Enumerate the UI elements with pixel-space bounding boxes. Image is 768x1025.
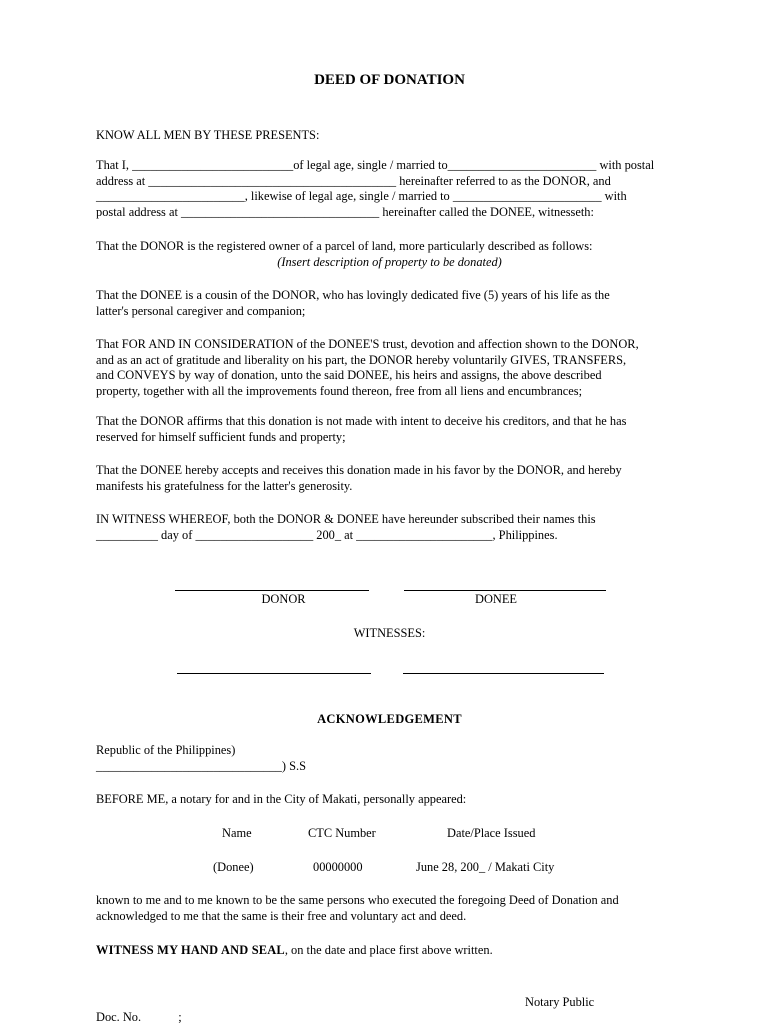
owner-clause: That the DONOR is the registered owner of a parcel of land, more particularly described as follows: <box>96 239 593 253</box>
consideration-paragraph <box>96 337 686 399</box>
table-cell-ctc: 00000000 <box>313 860 363 874</box>
witnesses-label: WITNESSES: <box>353 626 426 640</box>
cousin-line: latter's personal caregiver and companion; <box>96 303 306 318</box>
witness-hand-line <box>96 943 493 958</box>
table-header-ctc: CTC Number <box>308 826 376 840</box>
witness-line: IN WITNESS WHEREOF, both the DONOR & DONEE have hereunder subscribed their names this <box>96 512 596 526</box>
table-header-name: Name <box>222 826 252 840</box>
parties-line: ________________________, likewise of legal age, single / married to ________________________ with <box>96 189 627 203</box>
venue-line: Republic of the Philippines) <box>96 743 236 757</box>
donee-label: DONEE <box>475 592 517 606</box>
witness-hand-rest: , on the date and place first above written. <box>284 943 493 957</box>
table-header-date-place: Date/Place Issued <box>447 826 536 840</box>
table-cell-name: (Donee) <box>213 860 254 874</box>
opening-line: KNOW ALL MEN BY THESE PRESENTS: <box>96 128 320 142</box>
witness-2-signature-line <box>403 673 604 674</box>
cousin-line: That the DONEE is a cousin of the DONOR, who has lovingly dedicated five (5) years of his life as the <box>96 288 610 302</box>
parties-line: postal address at ________________________________ hereinafter called the DONEE, witnesseth: <box>96 204 594 219</box>
accept-line: That the DONEE hereby accepts and receives this donation made in his favor by the DONOR, and hereby <box>96 463 622 477</box>
table-cell-date-place: June 28, 200_ / Makati City <box>416 860 555 874</box>
acknowledgement-heading: ACKNOWLEDGEMENT <box>317 712 462 726</box>
parties-line: That I, __________________________of legal age, single / married to________________________ with postal <box>96 158 655 172</box>
consideration-line: That FOR AND IN CONSIDERATION of the DONEE'S trust, devotion and affection shown to the DONOR, <box>96 337 639 351</box>
witness-hand-bold: WITNESS MY HAND AND SEAL <box>96 943 285 957</box>
property-note <box>0 255 768 270</box>
known-line: acknowledged to me that the same is their free and voluntary act and deed. <box>96 908 467 923</box>
cousin-paragraph <box>96 288 686 319</box>
consideration-line: property, together with all the improvements found thereon, free from all liens and encumbrances; <box>96 383 583 398</box>
notary-public-label: Notary Public <box>525 995 595 1009</box>
before-me-line: BEFORE ME, a notary for and in the City of Makati, personally appeared: <box>96 792 467 806</box>
property-note-text: (Insert description of property to be donated) <box>277 255 502 269</box>
known-paragraph <box>96 893 686 924</box>
accept-line: manifests his gratefulness for the latter's generosity. <box>96 478 353 493</box>
known-line: known to me and to me known to be the same persons who executed the foregoing Deed of Donation and <box>96 893 619 907</box>
parties-paragraph <box>96 158 686 220</box>
donee-signature-line <box>404 590 606 591</box>
donor-label: DONOR <box>261 592 306 606</box>
affirm-paragraph <box>96 414 686 445</box>
donor-signature-line <box>175 590 369 591</box>
witness-line: __________ day of ___________________ 200_ at ______________________, Philippines. <box>96 527 558 542</box>
parties-line: address at ________________________________________ hereinafter referred to as the DONOR, and <box>96 173 611 188</box>
consideration-line: and as an act of gratitude and liberality on his part, the DONOR hereby voluntarily GIVES, TRANSFERS, <box>96 352 627 367</box>
doc-no-line: Doc. No. ; <box>96 1010 182 1024</box>
witness-1-signature-line <box>177 673 371 674</box>
consideration-line: and CONVEYS by way of donation, unto the said DONEE, his heirs and assigns, the above described <box>96 368 602 382</box>
accept-paragraph <box>96 463 686 494</box>
document-title: DEED OF DONATION <box>314 72 465 88</box>
venue-line-ss: ______________________________) S.S <box>96 759 306 773</box>
affirm-line: That the DONOR affirms that this donation is not made with intent to deceive his creditors, and that he has <box>96 414 627 428</box>
affirm-line: reserved for himself sufficient funds and property; <box>96 429 346 444</box>
witness-paragraph <box>96 512 686 543</box>
